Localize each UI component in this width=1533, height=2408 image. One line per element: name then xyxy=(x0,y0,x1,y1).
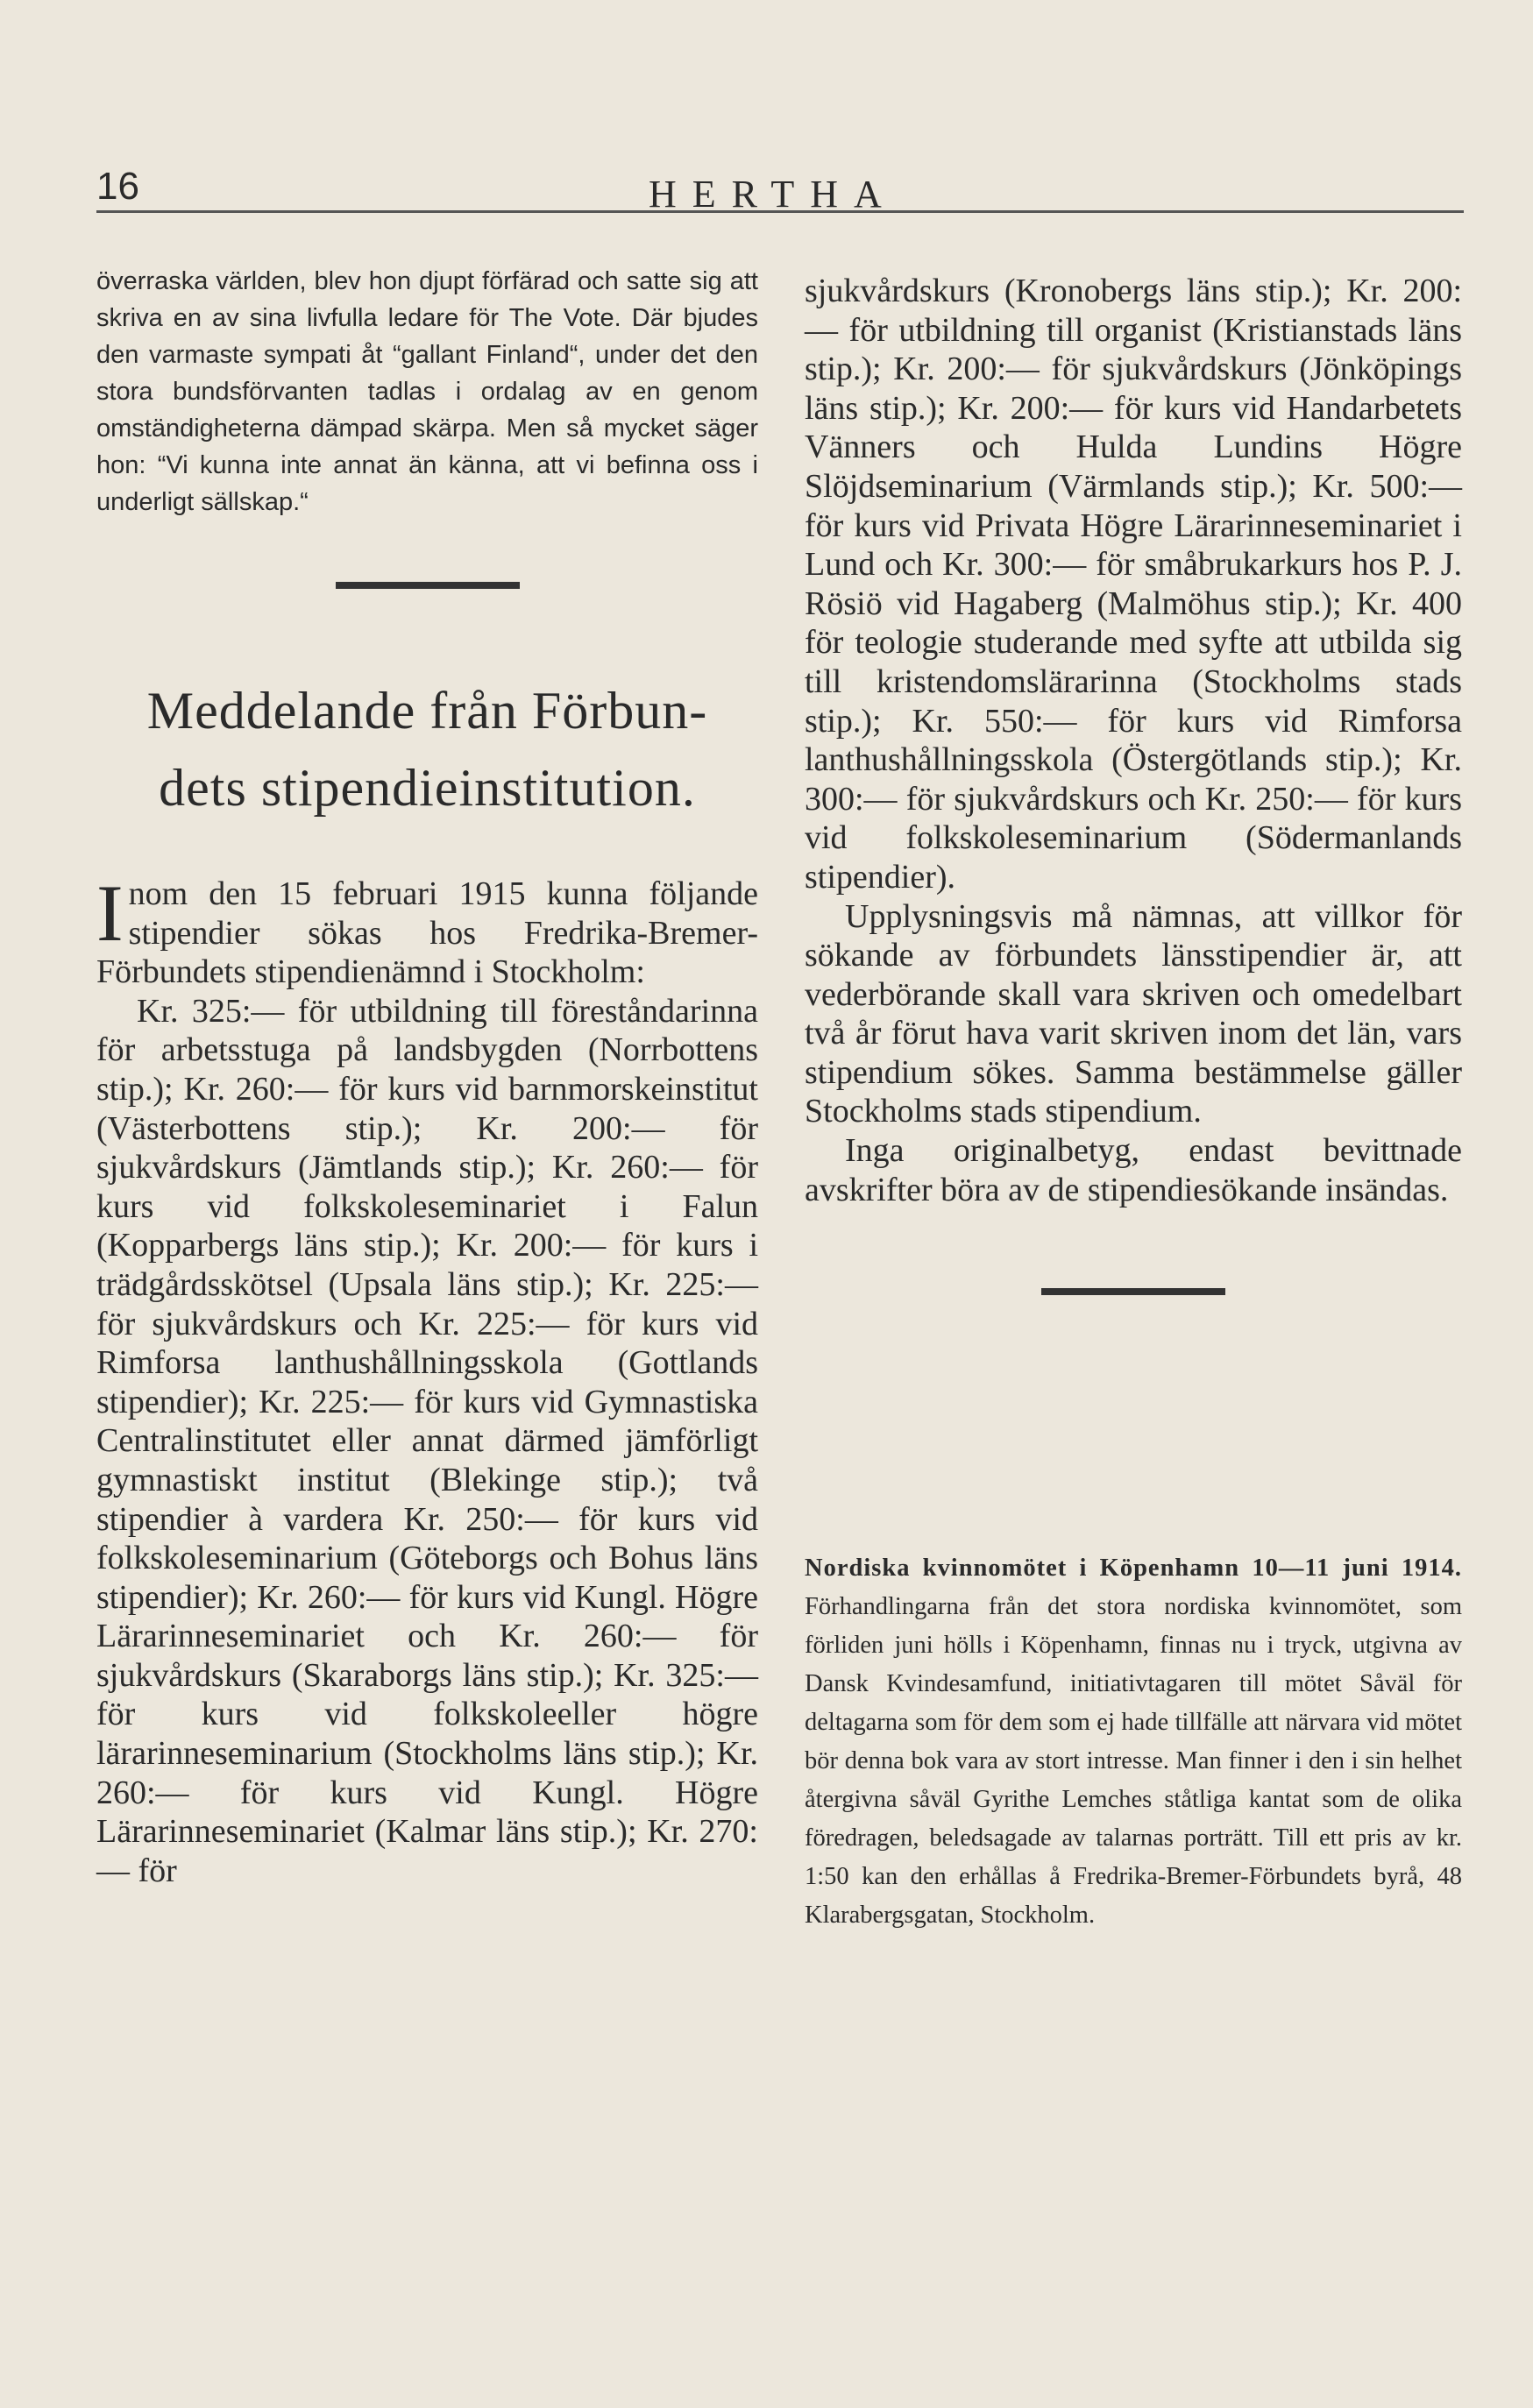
journal-title: HERTHA xyxy=(649,173,898,216)
article-intro xyxy=(96,868,758,992)
section-divider-right xyxy=(1041,1288,1225,1295)
notice-paragraph xyxy=(805,1549,1462,1935)
right-column xyxy=(805,272,1462,1935)
article-intro-text: nom den 15 februari 1915 kunna följande stipendier sökas hos Fredrika-Bremer-Förbundets stipendienämnd i Stockholm: xyxy=(96,875,758,991)
section-divider xyxy=(336,582,520,589)
article-title-line2: dets stipendieinstitution. xyxy=(159,759,696,817)
page-number: 16 xyxy=(96,165,139,208)
notice-body: Förhandlingarna från det stora nordiska kvinnomötet, som förliden juni hölls i Köpenhamn, finnas nu i tryck, utgivna av Dansk Kvindesamfund, initiativtagaren till mötet Såväl för deltagarna som för dem som ej hade tillfälle att närvara vid mötet bör denna bok vara av stort intresse. Man finner i den i sin helhet återgivna såväl Gyrithe Lemches ståtliga kantat som de olika föredragen, beledsagade av talarnas porträtt. Till ett pris av kr. 1:50 kan den erhållas å Fredrika-Bremer-Förbundets byrå, 48 Klarabergsgatan, Stockholm. xyxy=(805,1593,1462,1930)
stipend-list: Kr. 325:— för utbildning till föreståndarinna för arbetsstuga på landsbygden (Norrbottens stip.); Kr. 260:— för kurs vid barnmorskeinstitut (Västerbottens stip.); Kr. 200:— för sjukvårdskurs (Jämtlands stip.); Kr. 260:— för kurs vid folkskoleseminariet i Falun (Kopparbergs läns stip.); Kr. 200:— för kurs i trädgårdsskötsel (Upsala läns stip.); Kr. 225:— för sjukvårdskurs och Kr. 225:— för kurs vid Rimforsa lanthushållningsskola (Gottlands stipendier); Kr. 225:— för kurs vid Gymnastiska Centralinstitutet eller annat därmed jämförligt gymnastiskt institut (Blekinge stip.); två stipendier à vardera Kr. 250:— för kurs vid folkskoleseminarium (Göteborgs och Bohus läns stipendier); Kr. 260:— för kurs vid Kungl. Högre Lärarinneseminariet och Kr. 260:— för sjukvårdskurs (Skaraborgs läns stip.); Kr. 325:— för kurs vid folkskoleeller högre lärarinneseminarium (Stockholms läns stip.); Kr. 260:— för kurs vid Kungl. Högre Lärarinneseminariet (Kalmar läns stip.); Kr. 270:— för xyxy=(96,992,758,1889)
left-column xyxy=(96,263,758,1890)
stipend-list-continued: sjukvårdskurs (Kronobergs läns stip.); Kr. 200:— för utbildning till organist (Kristianstads läns stip.); Kr. 200:— för sjukvårdskurs (Jönköpings läns stip.); Kr. 200:— för kurs vid Handarbetets Vänners och Hulda Lundins Högre Slöjdseminarium (Värmlands stip.); Kr. 500:— för kurs vid Privata Högre Lärarinneseminariet i Lund och Kr. 300:— för småbrukarkurs hos P. J. Rösiö vid Hagaberg (Malmöhus stip.); Kr. 400 för teologie studerande med syfte att utbilda sig till kristendomslärarinna (Stockholms stads stip.); Kr. 550:— för kurs vid Rimforsa lanthushållningsskola (Östergötlands stip.); Kr. 300:— för sjukvårdskurs och Kr. 250:— för kurs vid folkskoleseminarium (Södermanlands stipendier). xyxy=(805,273,1462,896)
notice-title: Nordiska kvinnomötet i Köpenhamn 10—11 juni 1914. xyxy=(805,1555,1462,1583)
conditions-paragraph: Upplysningsvis må nämnas, att villkor för sökande av förbundets länsstipendier är, att vederbörande skall vara skriven och omedelbart två år förut hava varit skriven inom det län, vars stipendium sökes. Samma bestämmelse gäller Stockholms stads stipendium. xyxy=(805,897,1462,1130)
certificates-paragraph: Inga originalbetyg, endast bevittnade avskrifter böra av de stipendiesökande insändas. xyxy=(805,1132,1462,1208)
page-header xyxy=(96,165,1464,235)
article-title-line1: Meddelande från Förbun- xyxy=(146,682,708,740)
intro-paragraph: överraska världen, blev hon djupt förfärad och satte sig att skriva en av sina livfulla ledare för The Vote. Där bjudes den varmaste sympati åt “gallant Finland“, under det den stora bundsförvanten tadlas i ordalag av en genom omständigheterna dämpad skärpa. Men så mycket säger hon: “Vi kunna inte annat än känna, att vi befinna oss i underligt sällskap.“ xyxy=(96,267,758,516)
drop-cap: I xyxy=(96,868,124,958)
article-title xyxy=(96,672,758,826)
